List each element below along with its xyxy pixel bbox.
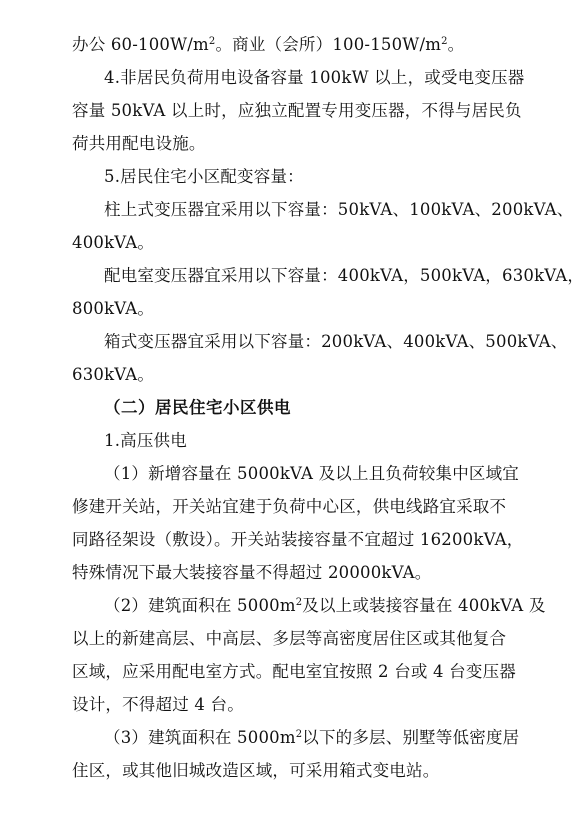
text-line: （3）建筑面积在 $5000m^2$以下的多层、别墅等低密度居 (104, 728, 520, 747)
text-line: （2）建筑面积在 $5000m^2$及以上或装接容量在 400kVA 及 (104, 596, 546, 615)
text-line: 5.居民住宅小区配变容量： (104, 167, 304, 186)
text-line: 荷共用配电设施。 (72, 134, 206, 153)
section-heading: （二）居民住宅小区供电 (104, 398, 291, 417)
text-line: 同路径架设（敷设）。开关站装接容量不宜超过 16200kVA， (72, 530, 524, 549)
text-line: 4.非居民负荷用电设备容量 100kW 以上，或受电变压器 (104, 68, 525, 87)
text-line: 柱上式变压器宜采用以下容量：50kVA、100kVA、200kVA、 (104, 200, 574, 219)
text-line: 修建开关站，开关站宜建于负荷中心区，供电线路宜采取不 (72, 497, 507, 516)
text-line: 400kVA。 (72, 233, 155, 252)
text-line: 住区，或其他旧城改造区域，可采用箱式变电站。 (72, 761, 440, 780)
text-line: 630kVA。 (72, 365, 155, 384)
text-line: 设计，不得超过 4 台。 (72, 695, 244, 714)
text-line: （1）新增容量在 5000kVA 及以上且负荷较集中区域宜 (104, 464, 519, 483)
text-line: 特殊情况下最大装接容量不得超过 20000kVA。 (72, 563, 432, 582)
text-line: 办公 $60-100W/m^2$。商业（会所）$100-150W/m^2$。 (72, 35, 465, 54)
text-line: 容量 50kVA 以上时，应独立配置专用变压器，不得与居民负 (72, 101, 522, 120)
text-line: 箱式变压器宜采用以下容量：200kVA、400kVA、500kVA、 (104, 332, 568, 351)
text-line: 配电室变压器宜采用以下容量：400kVA，500kVA，630kVA， (104, 266, 585, 285)
text-line: 800kVA。 (72, 299, 155, 318)
text-line: 区域，应采用配电室方式。配电室宜按照 2 台或 4 台变压器 (72, 662, 516, 681)
subsection-heading: 1.高压供电 (104, 431, 187, 450)
text-line: 以上的新建高层、中高层、多层等高密度居住区或其他复合 (72, 629, 507, 648)
